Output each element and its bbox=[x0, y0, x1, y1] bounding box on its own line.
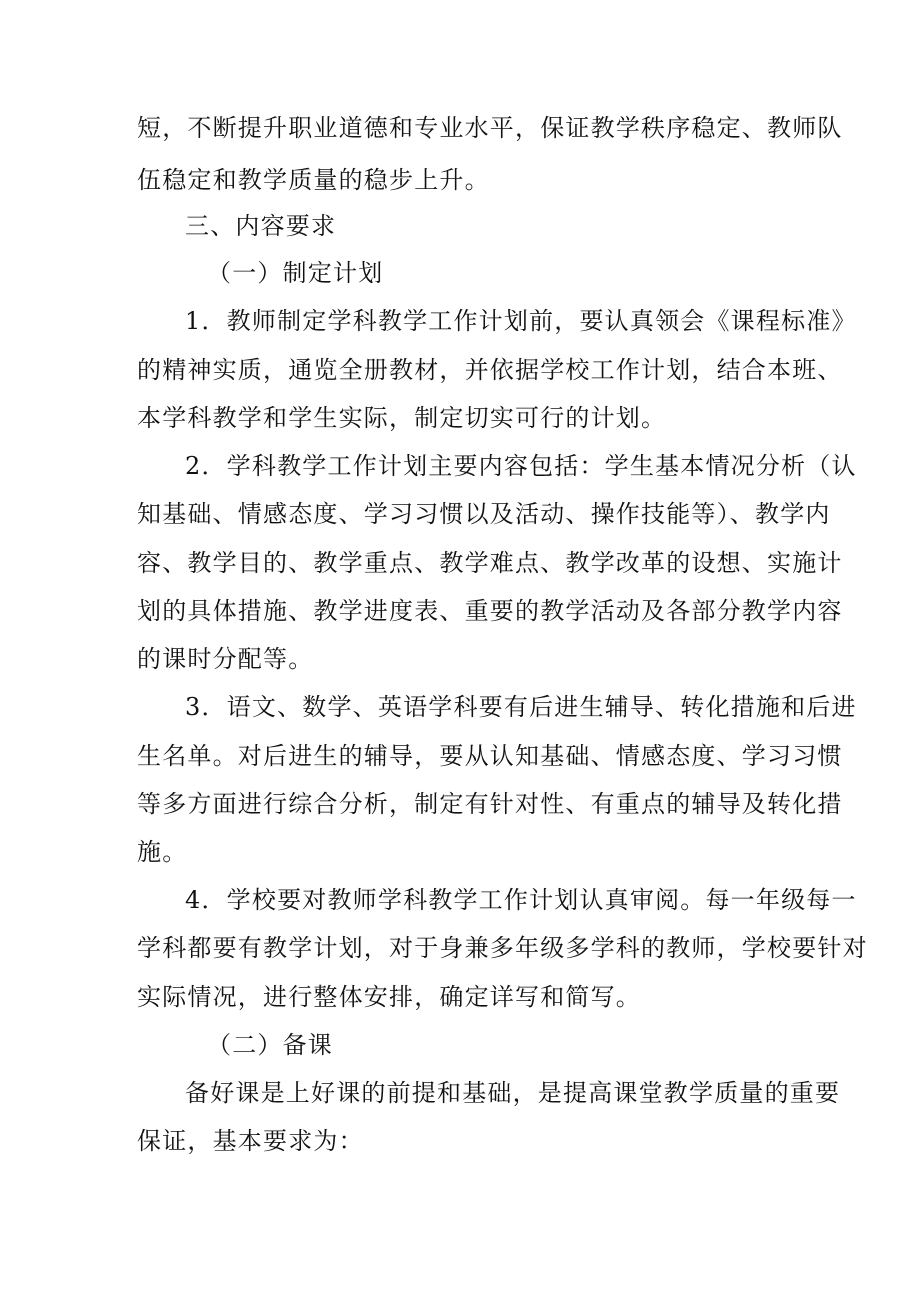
text-line: 3．语文、数学、英语学科要有后进生辅导、转化措施和后进 bbox=[185, 693, 857, 721]
text-line: 备好课是上好课的前提和基础，是提高课堂教学质量的重要 bbox=[185, 1079, 841, 1107]
text-line: 保证，基本要求为： bbox=[137, 1127, 364, 1155]
text-line: 的课时分配等。 bbox=[137, 645, 314, 673]
text-line: 4．学校要对教师学科教学工作计划认真审阅。每一年级每一 bbox=[185, 886, 857, 914]
text-line: 学科都要有教学计划，对于身兼多年级多学科的教师，学校要针对 bbox=[137, 934, 868, 962]
text-line: 本学科教学和学生实际，制定切实可行的计划。 bbox=[137, 404, 667, 432]
subsection-heading: （二）备课 bbox=[207, 1031, 333, 1059]
text-line: 2．学科教学工作计划主要内容包括：学生基本情况分析（认 bbox=[185, 452, 857, 480]
text-line: 划的具体措施、教学进度表、重要的教学活动及各部分教学内容 bbox=[137, 597, 843, 625]
text-line: 的精神实质，通览全册教材，并依据学校工作计划，结合本班、 bbox=[137, 356, 843, 384]
text-line: 实际情况，进行整体安排，确定详写和简写。 bbox=[137, 983, 641, 1011]
subsection-heading: （一）制定计划 bbox=[207, 259, 384, 287]
text-line: 等多方面进行综合分析，制定有针对性、有重点的辅导及转化措 bbox=[137, 790, 843, 818]
text-line: 生名单。对后进生的辅导，要从认知基础、情感态度、学习习惯 bbox=[137, 742, 843, 770]
text-line: 容、教学目的、教学重点、教学难点、教学改革的设想、实施计 bbox=[137, 549, 843, 577]
section-heading: 三、内容要求 bbox=[185, 212, 337, 240]
text-line: 1．教师制定学科教学工作计划前，要认真领会《课程标准》 bbox=[185, 307, 857, 335]
text-line: 施。 bbox=[137, 838, 188, 866]
text-line: 伍稳定和教学质量的稳步上升。 bbox=[137, 166, 490, 194]
text-line: 知基础、情感态度、学习习惯以及活动、操作技能等）、教学内 bbox=[137, 500, 831, 528]
text-line: 短，不断提升职业道德和专业水平，保证教学秩序稳定、教师队 bbox=[137, 114, 843, 142]
